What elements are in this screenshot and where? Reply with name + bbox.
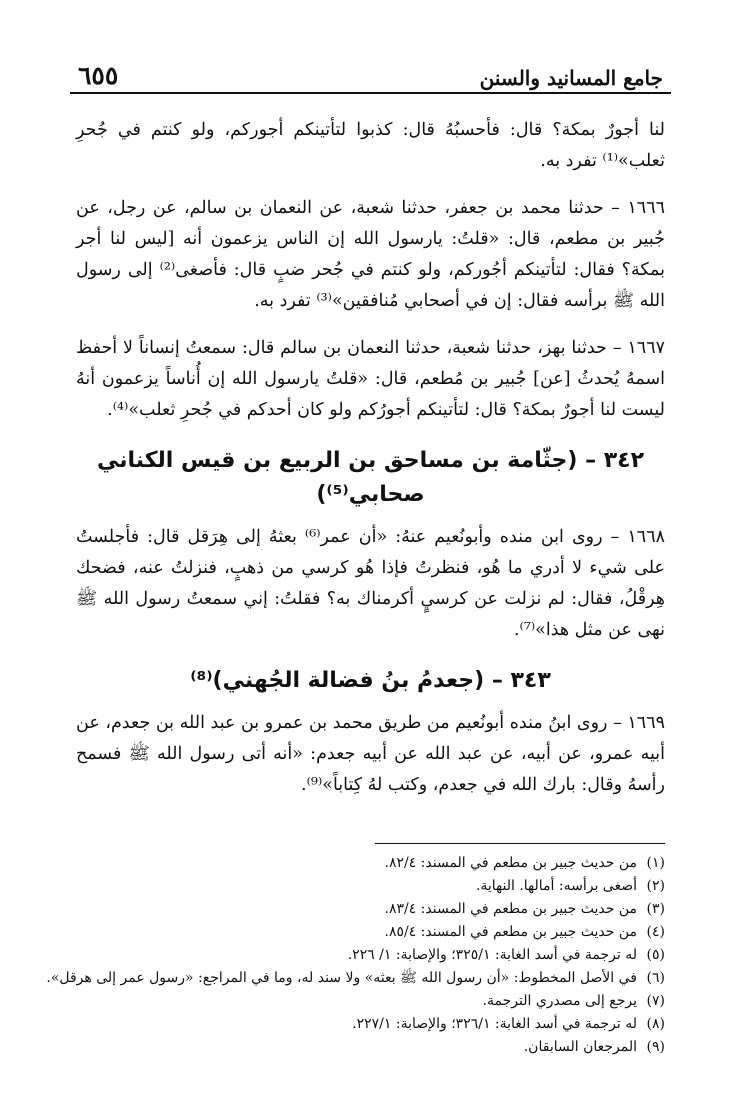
section-heading-343: ٣٤٣ – (جعدمُ بنُ فضالة الجُهني)⁽⁸⁾: [190, 668, 551, 693]
footnote: [46, 967, 665, 990]
footnote: [76, 1013, 665, 1036]
footnote-number: (٧): [646, 993, 665, 1009]
paragraph-continuation: لنا أجورٌ بمكة؟ قال: فأحسبُهُ قال: كذبوا لتأتينكم أجوركم، ولو كنتم في جُحرِ ثعلب»⁽¹⁾ تفرد به.: [76, 120, 665, 171]
footnote-number: (٥): [646, 947, 665, 963]
main-text: [76, 115, 665, 801]
footnote-text: له ترجمة في أسد الغابة: ٣٢٦/١؛ والإصابة: ٢٢٧/١.: [352, 1016, 637, 1032]
footnote-text: المرجعان السابقان.: [523, 1039, 637, 1055]
footnote-text: أصغى برأسه: أمالها. النهاية.: [475, 878, 637, 894]
footnote: [76, 875, 665, 898]
footnote-text: من حديث جبير بن مطعم في المسند: ٨٥/٤.: [384, 924, 637, 940]
footnote: [76, 898, 665, 921]
footnote-text: في الأصل المخطوط: «أن رسول الله ﷺ بعثه» ولا سند له، وما في المراجع: «رسول عمر إلى هرقل».: [46, 970, 637, 986]
footnote-number: (٩): [646, 1039, 665, 1055]
footnote: [76, 944, 665, 967]
hadith-1667: ١٦٦٧ – حدثنا بهز، حدثنا شعبة، حدثنا النعمان بن سالم قال: سمعتُ إنساناً لا أحفظ اسمهُ يُحدثُ [عن] جُبير بن مُطعم، قال: «قلتُ يارسول الله إن أُناساً يزعمون أنهُ ليست لنا أجورٌ بمكة؟ قال: لتأتينكم أجورُكم ولو كان أحدكم في جُحرِ ثعلب»⁽⁴⁾.: [76, 338, 665, 420]
footnote-rule: [375, 843, 665, 844]
footnote-text: له ترجمة في أسد الغابة: ٣٢٥/١؛ والإصابة: ١/ ٢٢٦.: [347, 947, 637, 963]
page-number: ٦٥٥: [78, 61, 119, 90]
page-header: [78, 50, 663, 90]
footnote-text: من حديث جبير بن مطعم في المسند: ٨٣/٤.: [384, 901, 637, 917]
footnote-number: (٦): [646, 970, 665, 986]
running-title: جامع المسانيد والسنن: [479, 66, 663, 90]
hadith-1666: ١٦٦٦ – حدثنا محمد بن جعفر، حدثنا شعبة، عن النعمان بن سالم، عن رجل، عن جُبير بن مطعم، قال: «قلتُ: يارسول الله إن الناس يزعمون أنه [ليس لنا أجر بمكة؟ فقال: لتأتينكم أجُوركم، ولو كنتم في جُحر ضبٍ قال: فأصغى⁽²⁾ إلى رسول الله ﷺ برأسه فقال: إن في أصحابي مُنافقين»⁽³⁾ تفرد به.: [76, 198, 665, 311]
footnote-text: يرجع إلى مصدري الترجمة.: [482, 993, 637, 1009]
footnote: [76, 852, 665, 875]
footnotes: [46, 852, 665, 1059]
footnote-number: (٨): [646, 1016, 665, 1032]
footnote: [76, 990, 665, 1013]
footnote-number: (٤): [646, 924, 665, 940]
footnote-text: من حديث جبير بن مطعم في المسند: ٨٢/٤.: [384, 855, 637, 871]
section-heading-342: ٣٤٢ – (جثّامة بن مساحق بن الربيع بن قيس الكناني صحابي⁽⁵⁾): [96, 448, 645, 507]
footnote-number: (١): [646, 855, 665, 871]
hadith-1669: ١٦٦٩ – روى ابنُ منده أبونُعيم من طريق محمد بن عمرو بن عبد الله بن جعدم، عن أبيه عمرو، عن أبيه، عن عبد الله عن أبيه جعدم: «أنه أتى رسول الله ﷺ فسمح رأسهُ وقال: بارك الله في جعدم، وكتب لهُ كِتاباً»⁽⁹⁾.: [76, 713, 665, 795]
footnote: [76, 1036, 665, 1059]
header-rule: [70, 92, 671, 94]
footnote-number: (٣): [646, 901, 665, 917]
footnote-number: (٢): [646, 878, 665, 894]
hadith-1668: ١٦٦٨ – روى ابن منده وأبونُعيم عنهُ: «أن عمر⁽⁶⁾ بعثهُ إلى هِرَقل قال: فأجلستُ على شيء لا أدري ما هُو، فنظرتُ فإذا هُو كرسي من ذهبٍ، فنزلتُ عنه، فضحك هِرقْلُ، فقال: لم نزلت عن كرسيٍ أكرمناك به؟ فقلتُ: إني سمعتُ رسول الله ﷺ نهى عن مثل هذا»⁽⁷⁾.: [76, 527, 665, 640]
footnote: [76, 921, 665, 944]
